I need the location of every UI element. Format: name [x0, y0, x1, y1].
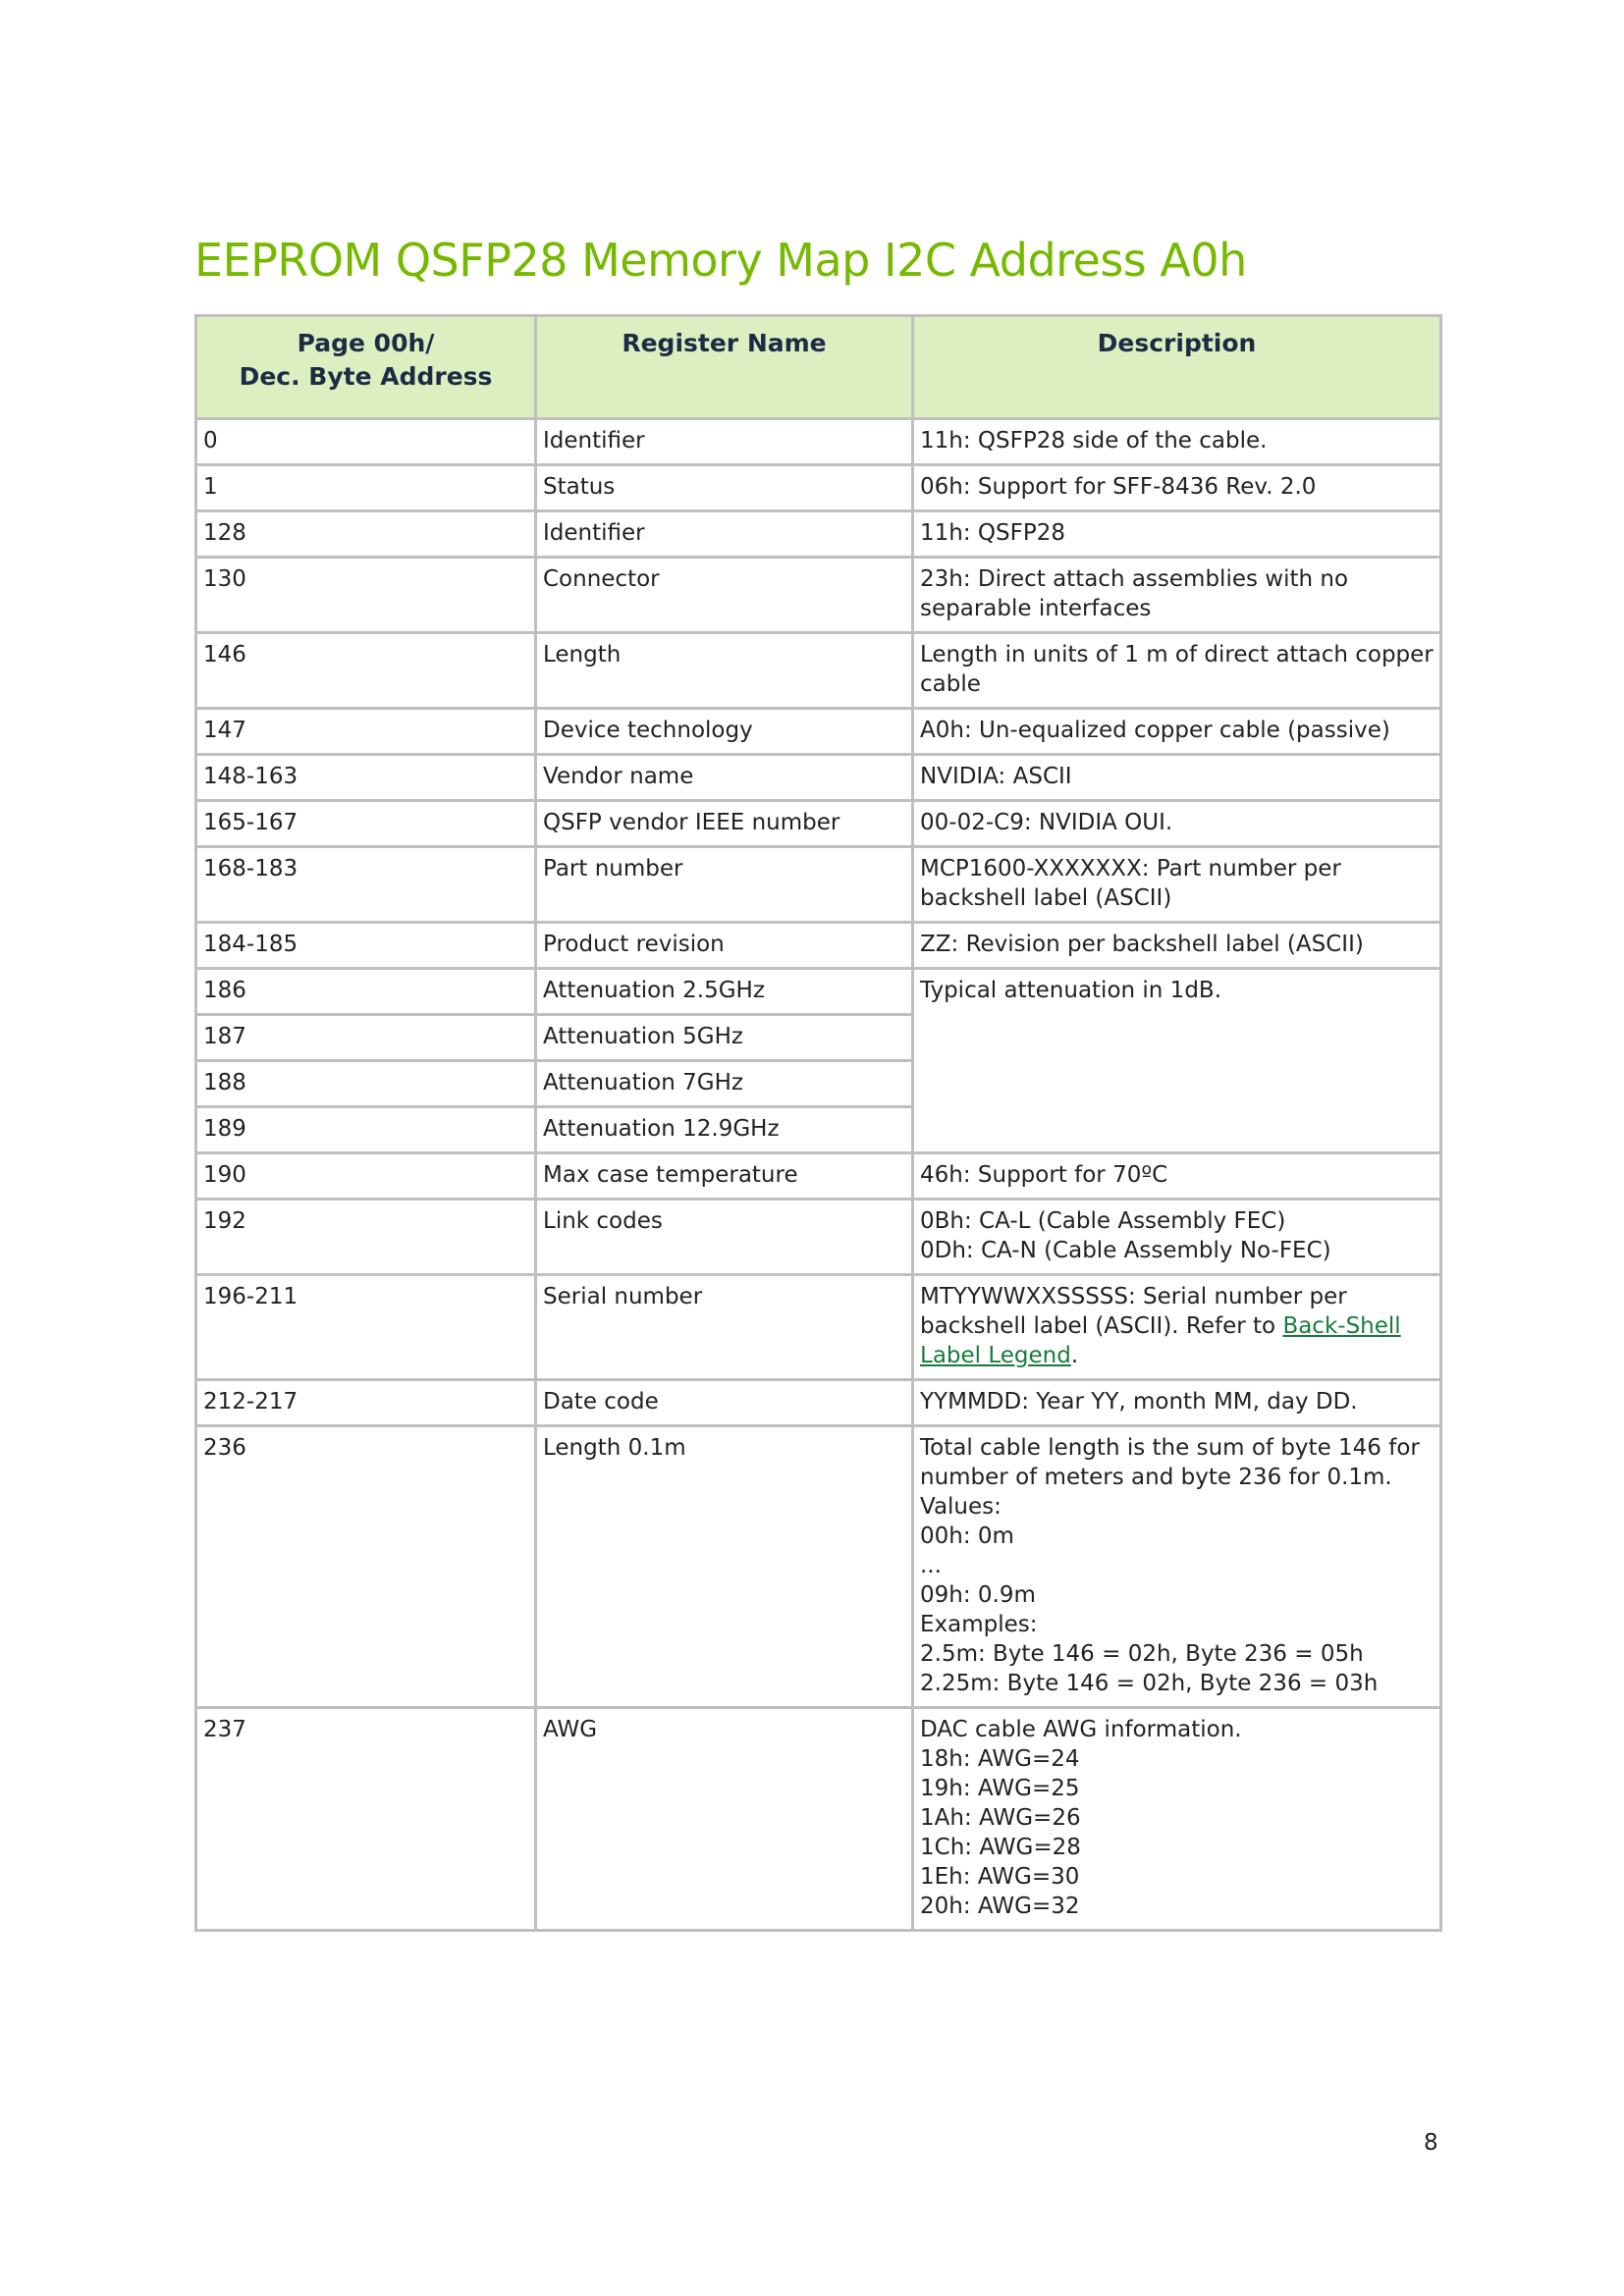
table-row	[196, 558, 1441, 633]
description-line: 0Dh: CA-N (Cable Assembly No-FEC)	[920, 1238, 1331, 1263]
cell-description	[913, 1380, 1441, 1426]
cell-register-name: AWG	[536, 1708, 913, 1931]
cell-register-name: Status	[536, 465, 913, 511]
cell-description	[913, 465, 1441, 511]
cell-description	[913, 1153, 1441, 1200]
description-line: 46h: Support for 70ºC	[920, 1162, 1168, 1188]
cell-register-name: Product revision	[536, 923, 913, 969]
header-address-line1: Page 00h/	[297, 329, 435, 357]
table-row	[196, 709, 1441, 755]
cell-register-name: Device technology	[536, 709, 913, 755]
description-line: 1Eh: AWG=30	[920, 1864, 1080, 1890]
cell-register-name: Attenuation 7GHz	[536, 1061, 913, 1107]
description-line: MCP1600-XXXXXXX: Part number per backshell label (ASCII)	[920, 856, 1341, 911]
cell-address: 184-185	[196, 923, 536, 969]
cell-description	[913, 755, 1441, 801]
cell-description	[913, 1426, 1441, 1708]
cell-address: 212-217	[196, 1380, 536, 1426]
table-row	[196, 801, 1441, 847]
table-row	[196, 1708, 1441, 1931]
cell-address: 130	[196, 558, 536, 633]
cell-description	[913, 923, 1441, 969]
cell-address: 187	[196, 1015, 536, 1061]
table-row	[196, 1275, 1441, 1380]
table-header-row	[196, 316, 1441, 419]
description-line: 18h: AWG=24	[920, 1746, 1080, 1772]
cell-register-name: Attenuation 5GHz	[536, 1015, 913, 1061]
table-row	[196, 969, 1441, 1015]
description-line: Typical attenuation in 1dB.	[920, 978, 1222, 1003]
cell-description	[913, 847, 1441, 923]
cell-address: 168-183	[196, 847, 536, 923]
table-row	[196, 465, 1441, 511]
cell-description	[913, 1275, 1441, 1380]
table-row	[196, 1200, 1441, 1275]
table-row	[196, 633, 1441, 709]
header-register-name: Register Name	[536, 316, 913, 419]
cell-register-name: Vendor name	[536, 755, 913, 801]
cell-description	[913, 801, 1441, 847]
cell-address: 190	[196, 1153, 536, 1200]
cell-description	[913, 511, 1441, 558]
cell-register-name: Date code	[536, 1380, 913, 1426]
cell-register-name: Attenuation 12.9GHz	[536, 1107, 913, 1153]
table-row	[196, 923, 1441, 969]
page-title: EEPROM QSFP28 Memory Map I2C Address A0h	[194, 234, 1247, 287]
table-row	[196, 419, 1441, 465]
cell-register-name: Link codes	[536, 1200, 913, 1275]
cell-register-name: Connector	[536, 558, 913, 633]
cell-address: 189	[196, 1107, 536, 1153]
description-line: 20h: AWG=32	[920, 1894, 1080, 1919]
cell-register-name: QSFP vendor IEEE number	[536, 801, 913, 847]
cell-description	[913, 558, 1441, 633]
description-line: 1Ch: AWG=28	[920, 1835, 1081, 1860]
cell-register-name: Max case temperature	[536, 1153, 913, 1200]
cell-address: 186	[196, 969, 536, 1015]
description-text: MTYYWWXXSSSSS: Serial number per backshell label (ASCII). Refer to	[920, 1284, 1347, 1339]
back-shell-label-legend-link[interactable]: Back-Shell Label Legend	[920, 1313, 1401, 1368]
description-line: Examples:	[920, 1612, 1038, 1637]
description-line: ...	[920, 1553, 942, 1578]
cell-description	[913, 1200, 1441, 1275]
description-line: ZZ: Revision per backshell label (ASCII)	[920, 932, 1364, 957]
cell-address: 196-211	[196, 1275, 536, 1380]
description-text: .	[1070, 1343, 1079, 1368]
table-row	[196, 1380, 1441, 1426]
cell-register-name: Serial number	[536, 1275, 913, 1380]
description-line: A0h: Un-equalized copper cable (passive)	[920, 718, 1390, 743]
table-row	[196, 847, 1441, 923]
description-line: 00h: 0m	[920, 1523, 1014, 1549]
table-row	[196, 1426, 1441, 1708]
description-line: 11h: QSFP28	[920, 520, 1065, 546]
description-line: DAC cable AWG information.	[920, 1717, 1242, 1742]
cell-address: 188	[196, 1061, 536, 1107]
header-address-line2: Dec. Byte Address	[239, 362, 493, 391]
cell-register-name: Identifier	[536, 511, 913, 558]
description-line: 23h: Direct attach assemblies with no separable interfaces	[920, 566, 1349, 621]
description-line: 1Ah: AWG=26	[920, 1805, 1081, 1831]
description-line: Values:	[920, 1494, 1001, 1520]
cell-register-name: Length 0.1m	[536, 1426, 913, 1708]
description-line: 2.5m: Byte 146 = 02h, Byte 236 = 05h	[920, 1641, 1364, 1667]
cell-register-name: Identifier	[536, 419, 913, 465]
description-line: Total cable length is the sum of byte 146 for number of meters and byte 236 for 0.1m.	[920, 1435, 1420, 1490]
cell-description	[913, 709, 1441, 755]
description-line: 06h: Support for SFF-8436 Rev. 2.0	[920, 474, 1317, 500]
description-line: 0Bh: CA-L (Cable Assembly FEC)	[920, 1208, 1286, 1234]
description-line: 2.25m: Byte 146 = 02h, Byte 236 = 03h	[920, 1671, 1379, 1696]
cell-address: 128	[196, 511, 536, 558]
description-line: 19h: AWG=25	[920, 1776, 1080, 1801]
cell-description	[913, 969, 1441, 1153]
cell-register-name: Length	[536, 633, 913, 709]
cell-description	[913, 633, 1441, 709]
cell-description	[913, 419, 1441, 465]
description-line: 11h: QSFP28 side of the cable.	[920, 428, 1268, 454]
table-body	[196, 419, 1441, 1931]
description-line: 00-02-C9: NVIDIA OUI.	[920, 810, 1173, 835]
table-row	[196, 755, 1441, 801]
cell-address: 237	[196, 1708, 536, 1931]
table-row	[196, 511, 1441, 558]
page-number: 8	[1424, 2130, 1438, 2156]
cell-address: 148-163	[196, 755, 536, 801]
cell-address: 192	[196, 1200, 536, 1275]
cell-address: 146	[196, 633, 536, 709]
cell-address: 1	[196, 465, 536, 511]
description-line: 09h: 0.9m	[920, 1582, 1036, 1608]
memory-map-table	[194, 314, 1442, 1932]
header-address	[196, 316, 536, 419]
description-line: NVIDIA: ASCII	[920, 764, 1072, 789]
cell-address: 236	[196, 1426, 536, 1708]
table-row	[196, 1153, 1441, 1200]
cell-description	[913, 1708, 1441, 1931]
description-line: YYMMDD: Year YY, month MM, day DD.	[920, 1389, 1358, 1415]
cell-register-name: Attenuation 2.5GHz	[536, 969, 913, 1015]
cell-address: 147	[196, 709, 536, 755]
cell-address: 0	[196, 419, 536, 465]
cell-address: 165-167	[196, 801, 536, 847]
description-line: Length in units of 1 m of direct attach copper cable	[920, 642, 1434, 697]
cell-register-name: Part number	[536, 847, 913, 923]
header-description: Description	[913, 316, 1441, 419]
